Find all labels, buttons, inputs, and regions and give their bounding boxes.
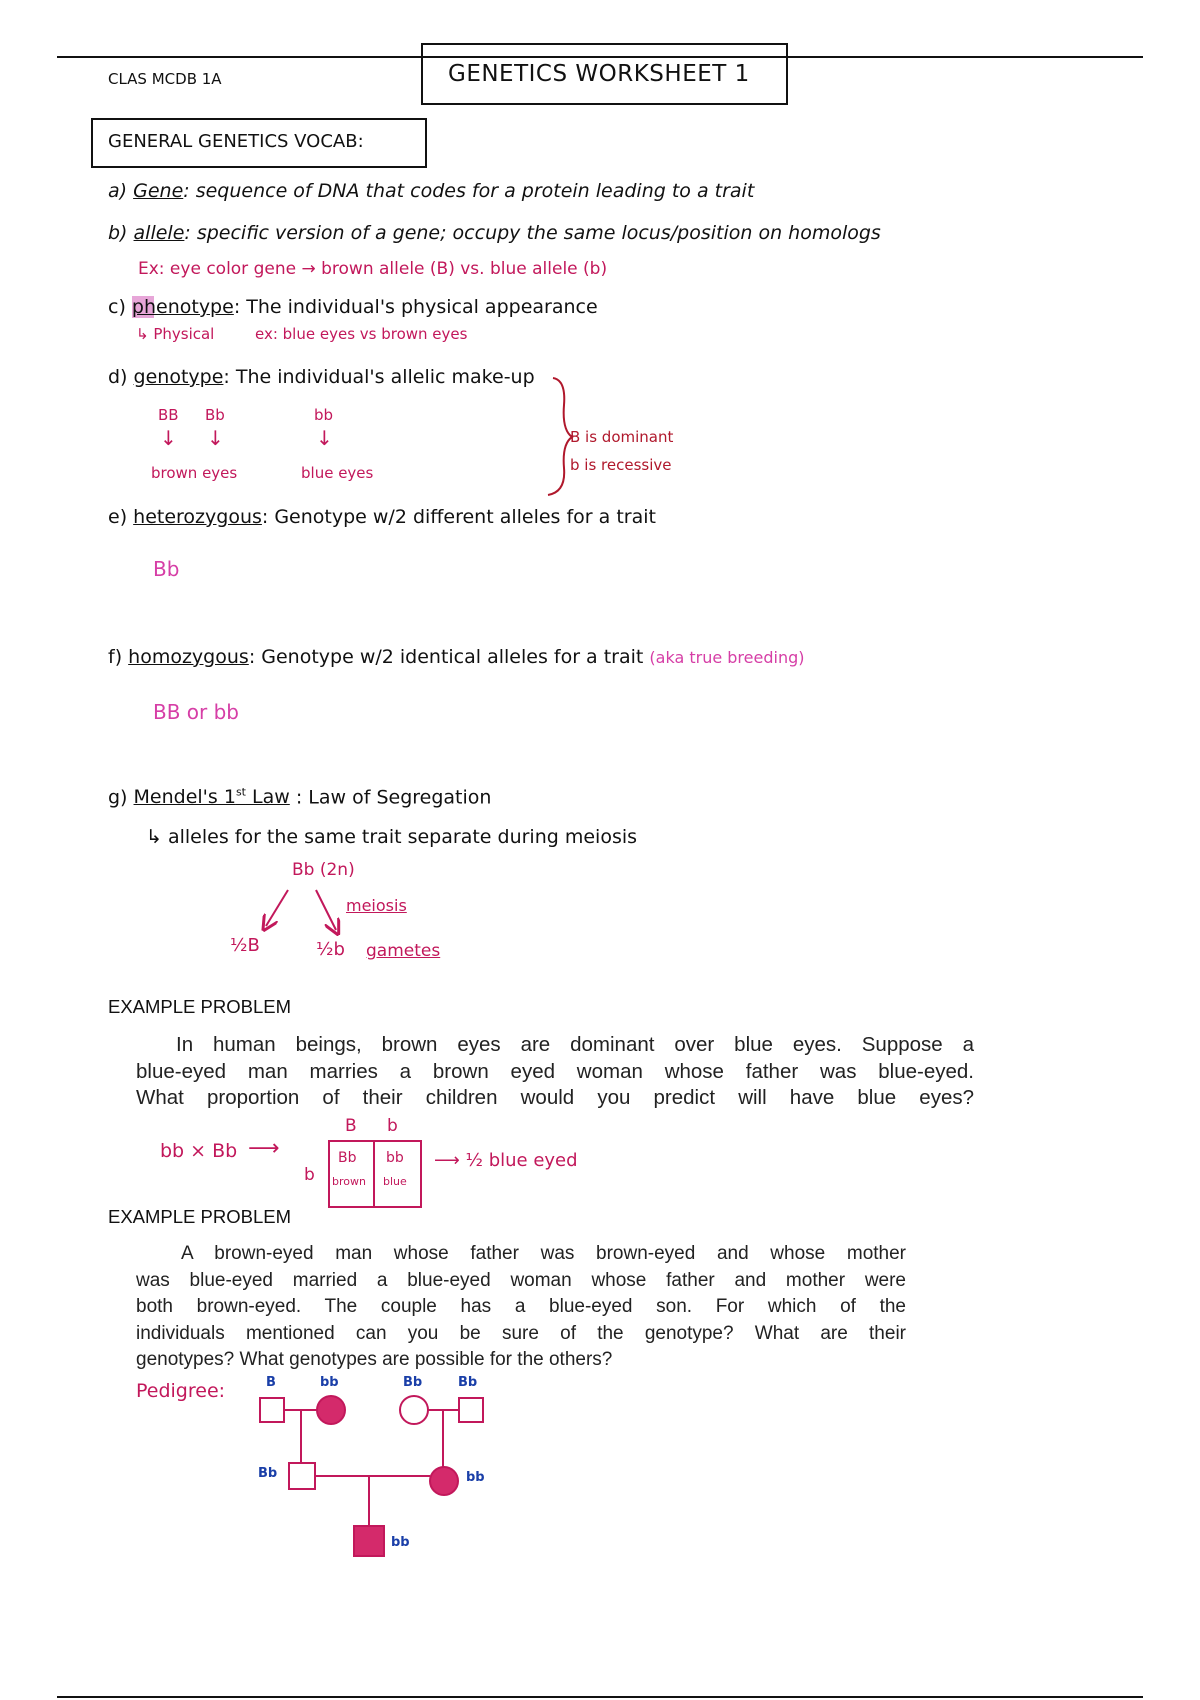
pedigree-genotype: bb — [466, 1470, 485, 1485]
punnett-cell-phenotype: blue — [383, 1175, 407, 1188]
right-arrow-icon: ⟶ — [248, 1136, 280, 1161]
worksheet-title: GENETICS WORKSHEET 1 — [448, 61, 750, 87]
vocab-def: : Genotype w/2 different alleles for a trait — [261, 506, 656, 528]
woman-symbol — [430, 1467, 458, 1495]
meiosis-label: meiosis — [346, 896, 407, 915]
grandmother-symbol — [317, 1396, 345, 1424]
grandmother-symbol — [400, 1396, 428, 1424]
pedigree-genotype: bb — [320, 1375, 339, 1390]
vocab-def: : specific version of a gene; occupy the same locus/position on homologs — [184, 222, 881, 244]
pedigree-genotype: B — [266, 1375, 276, 1390]
vocab-letter: g) — [108, 786, 128, 809]
punnett-cell: Bb — [338, 1150, 357, 1166]
example-heading: EXAMPLE PROBLEM — [108, 996, 292, 1017]
pedigree-genotype: bb — [391, 1535, 410, 1550]
genotype-bb-recessive: bb — [314, 406, 334, 424]
man-symbol — [289, 1463, 315, 1489]
course-label: CLAS MCDB 1A — [108, 70, 222, 88]
punnett-result: ⟶ ½ blue eyed — [434, 1150, 578, 1171]
gamete-dominant: ½B — [230, 935, 260, 956]
vocab-def: : The individual's physical appearance — [233, 296, 598, 318]
true-breeding-note: (aka true breeding) — [649, 648, 805, 667]
vocab-term: homozygous — [128, 646, 249, 668]
vocab-def: : Genotype w/2 identical alleles for a trait — [248, 646, 644, 668]
vocab-term: heterozygous — [133, 506, 262, 528]
parent-genotype: Bb (2n) — [292, 860, 355, 880]
son-symbol — [354, 1526, 384, 1556]
grandfather-symbol — [459, 1398, 483, 1422]
phenotype-note: ↳ Physical — [136, 325, 215, 343]
pedigree-genotype: Bb — [403, 1375, 423, 1390]
section-title: GENERAL GENETICS VOCAB: — [108, 131, 364, 152]
punnett-cell-phenotype: brown — [332, 1175, 366, 1188]
punnett-top-allele: b — [387, 1116, 398, 1136]
vocab-term: Mendel's 1st Law — [133, 786, 290, 809]
vocab-letter: d) — [108, 366, 128, 388]
pedigree-genotype: Bb — [258, 1466, 278, 1481]
recessive-note: b is recessive — [570, 456, 672, 474]
gametes-label: gametes — [366, 941, 441, 961]
vocab-term: genotype — [133, 366, 224, 388]
pedigree-label: Pedigree: — [136, 1380, 226, 1402]
example-problem-text: A brown-eyed man whose father was brown-eyed and whose mother was blue-eyed married a blue-eyed woman whose father and mother were both brown-eyed. The couple has a blue-eyed son. For which of the individuals mentioned can you be sure of the genotype? What are their genotypes? What genotypes are possible for the others? — [136, 1243, 906, 1370]
blue-eyes-label: blue eyes — [301, 464, 374, 482]
gamete-recessive: ½b — [316, 939, 345, 960]
vocab-letter: f) — [108, 646, 123, 668]
phenotype-example: ex: blue eyes vs brown eyes — [255, 325, 468, 343]
vocab-letter: e) — [108, 506, 128, 528]
homozygous-example: BB or bb — [153, 700, 240, 724]
punnett-side-allele: b — [304, 1165, 315, 1185]
example-heading: EXAMPLE PROBLEM — [108, 1206, 292, 1227]
brown-eyes-label: brown eyes — [151, 464, 238, 482]
pedigree-genotype: Bb — [458, 1375, 478, 1390]
vocab-term: Gene — [133, 180, 184, 202]
punnett-top-allele: B — [345, 1116, 357, 1136]
segregation-note: ↳ alleles for the same trait separate during meiosis — [146, 826, 638, 848]
down-arrow-icon: ↓ — [207, 426, 224, 450]
heterozygous-example: Bb — [153, 557, 180, 581]
allele-example: Ex: eye color gene → brown allele (B) vs. blue allele (b) — [138, 259, 608, 279]
vocab-def: : Law of Segregation — [295, 786, 492, 809]
vocab-letter: b) — [108, 222, 128, 244]
down-arrow-icon: ↓ — [316, 426, 333, 450]
vocab-letter: c) — [108, 296, 126, 318]
grandfather-symbol — [260, 1398, 284, 1422]
genotype-bb-hetero: Bb — [205, 406, 225, 424]
genotype-bb-dominant: BB — [158, 406, 179, 424]
punnett-cell: bb — [386, 1150, 404, 1166]
vocab-term: allele — [133, 222, 185, 244]
example-problem-text: In human beings, brown eyes are dominant over blue eyes. Suppose a blue-eyed man marries a brown eyed woman whose father was blue-eyed. What proportion of their children would you predict will have blue eyes? — [136, 1033, 974, 1109]
dominant-note: B is dominant — [570, 428, 674, 446]
vocab-term: phenotype — [131, 296, 234, 318]
down-arrow-icon: ↓ — [160, 426, 177, 450]
vocab-def: : sequence of DNA that codes for a protein leading to a trait — [183, 180, 755, 202]
vocab-letter: a) — [108, 180, 128, 202]
cross-notation: bb × Bb — [160, 1140, 238, 1162]
vocab-def: : The individual's allelic make-up — [223, 366, 535, 388]
